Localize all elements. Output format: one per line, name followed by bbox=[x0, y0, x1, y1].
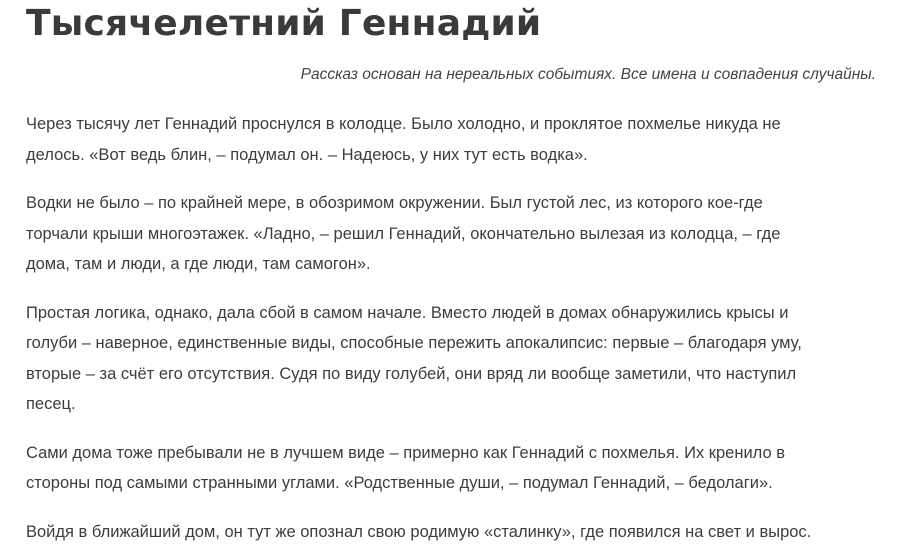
paragraph-2 bbox=[26, 188, 876, 280]
paragraph-4 bbox=[26, 438, 876, 499]
paragraph-line: стороны под самыми странными углами. «Родственные души, – подумал Геннадий, – бедолаги». bbox=[26, 474, 773, 492]
paragraph-line: делось. «Вот ведь блин, – подумал он. – Надеюсь, у них тут есть водка». bbox=[26, 145, 588, 164]
paragraph-line: Войдя в ближайший дом, он тут же опознал свою родимую «сталинку», где появился на свет и вырос. bbox=[26, 522, 812, 541]
paragraph-line: дома, там и люди, а где люди, там самогон». bbox=[26, 255, 371, 273]
paragraph-line: Сами дома тоже пребывали не в лучшем виде – примерно как Геннадий с похмелья. Их кренило в bbox=[26, 443, 786, 462]
paragraph-line: Водки не было – по крайней мере, в обозримом окружении. Был густой лес, из которого кое-где bbox=[26, 194, 763, 212]
paragraph-line: торчали крыши многоэтажек. «Ладно, – решил Геннадий, окончательно вылезая из колодца, – где bbox=[26, 224, 781, 243]
article bbox=[26, 0, 876, 547]
paragraph-line: вторые – за счёт его отсутствия. Судя по виду голубей, они вряд ли вообще заметили, что наступил bbox=[26, 364, 797, 383]
paragraph-line: Через тысячу лет Геннадий проснулся в колодце. Было холодно, и проклятое похмелье никуда не bbox=[26, 115, 781, 133]
paragraph-line: Простая логика, однако, дала сбой в самом начале. Вместо людей в домах обнаружились крысы и bbox=[26, 303, 789, 322]
paragraph-5 bbox=[26, 517, 876, 548]
article-epigraph: Рассказ основан на нереальных событиях. Все имена и совпадения случайны. bbox=[300, 66, 876, 83]
paragraph-line: голуби – наверное, единственные виды, способные пережить апокалипсис: первые – благодаря уму, bbox=[26, 334, 802, 352]
paragraph-1 bbox=[26, 109, 876, 170]
paragraph-line: песец. bbox=[26, 395, 76, 413]
paragraph-3 bbox=[26, 298, 876, 420]
article-title: Тысячелетний Геннадий bbox=[26, 3, 542, 44]
